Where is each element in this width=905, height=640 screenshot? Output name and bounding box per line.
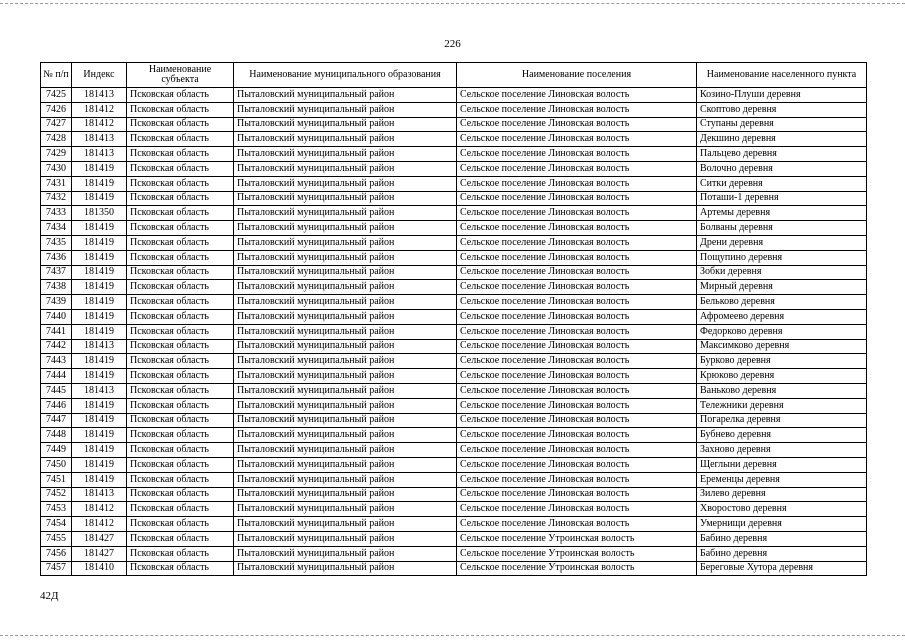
cell-index: 181419: [72, 295, 127, 310]
cell-municipality: Пыталовский муниципальный район: [234, 280, 457, 295]
cell-locality: Афромеево деревня: [697, 309, 867, 324]
cell-municipality: Пыталовский муниципальный район: [234, 176, 457, 191]
cell-municipality: Пыталовский муниципальный район: [234, 132, 457, 147]
cell-index: 181413: [72, 339, 127, 354]
table-row: [41, 206, 867, 221]
cell-locality: Болваны деревня: [697, 221, 867, 236]
cell-index: 181419: [72, 428, 127, 443]
cell-settlement: Сельское поселение Линовская волость: [457, 487, 697, 502]
cell-subject: Псковская область: [127, 147, 234, 162]
cell-locality: Мирный деревня: [697, 280, 867, 295]
table-row: [41, 88, 867, 103]
cell-number: 7454: [41, 517, 72, 532]
cell-municipality: Пыталовский муниципальный район: [234, 546, 457, 561]
cell-locality: Бабино деревня: [697, 531, 867, 546]
table-row: [41, 102, 867, 117]
cell-municipality: Пыталовский муниципальный район: [234, 88, 457, 103]
table-row: [41, 265, 867, 280]
cell-subject: Псковская область: [127, 413, 234, 428]
cell-settlement: Сельское поселение Линовская волость: [457, 457, 697, 472]
cell-settlement: Сельское поселение Линовская волость: [457, 117, 697, 132]
cell-municipality: Пыталовский муниципальный район: [234, 502, 457, 517]
table-row: [41, 132, 867, 147]
cell-locality: Хворостово деревня: [697, 502, 867, 517]
cell-index: 181419: [72, 309, 127, 324]
cell-index: 181350: [72, 206, 127, 221]
cell-settlement: Сельское поселение Линовская волость: [457, 221, 697, 236]
cell-municipality: Пыталовский муниципальный район: [234, 324, 457, 339]
table-row: [41, 191, 867, 206]
cell-index: 181419: [72, 457, 127, 472]
cell-locality: Тележники деревня: [697, 398, 867, 413]
cell-settlement: Сельское поселение Линовская волость: [457, 517, 697, 532]
table-row: [41, 176, 867, 191]
table-row: [41, 443, 867, 458]
cell-index: 181419: [72, 221, 127, 236]
cell-number: 7448: [41, 428, 72, 443]
cell-locality: Скоптово деревня: [697, 102, 867, 117]
cell-municipality: Пыталовский муниципальный район: [234, 443, 457, 458]
cell-number: 7439: [41, 295, 72, 310]
cell-municipality: Пыталовский муниципальный район: [234, 561, 457, 576]
cell-subject: Псковская область: [127, 161, 234, 176]
cell-locality: Ступаны деревня: [697, 117, 867, 132]
cell-number: 7449: [41, 443, 72, 458]
table-row: [41, 147, 867, 162]
cell-municipality: Пыталовский муниципальный район: [234, 221, 457, 236]
cell-subject: Псковская область: [127, 502, 234, 517]
cell-subject: Псковская область: [127, 517, 234, 532]
cell-number: 7441: [41, 324, 72, 339]
cell-subject: Псковская область: [127, 221, 234, 236]
cell-settlement: Сельское поселение Линовская волость: [457, 250, 697, 265]
cell-index: 181413: [72, 383, 127, 398]
cell-locality: Зилево деревня: [697, 487, 867, 502]
cell-index: 181419: [72, 413, 127, 428]
table-row: [41, 339, 867, 354]
cell-municipality: Пыталовский муниципальный район: [234, 354, 457, 369]
cell-subject: Псковская область: [127, 398, 234, 413]
cell-locality: Пальцево деревня: [697, 147, 867, 162]
cell-locality: Ваньково деревня: [697, 383, 867, 398]
cell-settlement: Сельское поселение Линовская волость: [457, 428, 697, 443]
table-row: [41, 561, 867, 576]
cell-settlement: Сельское поселение Линовская волость: [457, 280, 697, 295]
header-locality: Наименование населенного пункта: [697, 63, 867, 88]
header-row: [41, 63, 867, 88]
cell-municipality: Пыталовский муниципальный район: [234, 457, 457, 472]
cell-number: 7440: [41, 309, 72, 324]
table-row: [41, 457, 867, 472]
settlements-table: [40, 62, 867, 576]
cell-municipality: Пыталовский муниципальный район: [234, 398, 457, 413]
cell-index: 181419: [72, 369, 127, 384]
cell-locality: Декшино деревня: [697, 132, 867, 147]
cell-index: 181419: [72, 235, 127, 250]
cell-subject: Псковская область: [127, 531, 234, 546]
cell-settlement: Сельское поселение Утроинская волость: [457, 561, 697, 576]
cell-locality: Береговые Хутора деревня: [697, 561, 867, 576]
table-row: [41, 369, 867, 384]
footer-code: 42Д: [40, 590, 59, 602]
cell-index: 181419: [72, 161, 127, 176]
table-row: [41, 117, 867, 132]
table-header: [41, 63, 867, 88]
cell-number: 7455: [41, 531, 72, 546]
table-row: [41, 428, 867, 443]
cell-subject: Псковская область: [127, 383, 234, 398]
cell-municipality: Пыталовский муниципальный район: [234, 383, 457, 398]
cell-subject: Псковская область: [127, 487, 234, 502]
cell-municipality: Пыталовский муниципальный район: [234, 235, 457, 250]
cell-locality: Погарелка деревня: [697, 413, 867, 428]
cell-number: 7435: [41, 235, 72, 250]
cell-number: 7429: [41, 147, 72, 162]
cell-index: 181419: [72, 354, 127, 369]
cell-index: 181413: [72, 88, 127, 103]
cell-index: 181419: [72, 280, 127, 295]
cell-municipality: Пыталовский муниципальный район: [234, 117, 457, 132]
table-row: [41, 487, 867, 502]
cell-municipality: Пыталовский муниципальный район: [234, 265, 457, 280]
cell-locality: Бурково деревня: [697, 354, 867, 369]
header-municipality: Наименование муниципального образования: [234, 63, 457, 88]
cell-number: 7438: [41, 280, 72, 295]
cell-settlement: Сельское поселение Линовская волость: [457, 443, 697, 458]
cell-municipality: Пыталовский муниципальный район: [234, 191, 457, 206]
cell-settlement: Сельское поселение Линовская волость: [457, 191, 697, 206]
cell-number: 7450: [41, 457, 72, 472]
cell-index: 181412: [72, 117, 127, 132]
cell-index: 181419: [72, 250, 127, 265]
table-row: [41, 546, 867, 561]
cell-subject: Псковская область: [127, 117, 234, 132]
cell-number: 7436: [41, 250, 72, 265]
table-row: [41, 280, 867, 295]
cell-settlement: Сельское поселение Линовская волость: [457, 132, 697, 147]
cell-settlement: Сельское поселение Линовская волость: [457, 354, 697, 369]
cell-index: 181413: [72, 147, 127, 162]
cell-number: 7443: [41, 354, 72, 369]
table-row: [41, 161, 867, 176]
cell-subject: Псковская область: [127, 88, 234, 103]
cell-subject: Псковская область: [127, 561, 234, 576]
cell-settlement: Сельское поселение Линовская волость: [457, 235, 697, 250]
cell-number: 7431: [41, 176, 72, 191]
cell-settlement: Сельское поселение Линовская волость: [457, 176, 697, 191]
header-number: № п/п: [41, 63, 72, 88]
table-row: [41, 221, 867, 236]
cell-subject: Псковская область: [127, 295, 234, 310]
cell-locality: Бельково деревня: [697, 295, 867, 310]
page-number: 226: [444, 38, 461, 50]
cell-settlement: Сельское поселение Линовская волость: [457, 413, 697, 428]
header-settlement: Наименование поселения: [457, 63, 697, 88]
cell-number: 7453: [41, 502, 72, 517]
cell-municipality: Пыталовский муниципальный район: [234, 102, 457, 117]
cell-number: 7426: [41, 102, 72, 117]
scan-edge-bottom: [0, 635, 905, 636]
cell-subject: Псковская область: [127, 354, 234, 369]
cell-subject: Псковская область: [127, 102, 234, 117]
table-row: [41, 309, 867, 324]
header-index: Индекс: [72, 63, 127, 88]
cell-municipality: Пыталовский муниципальный район: [234, 309, 457, 324]
cell-subject: Псковская область: [127, 250, 234, 265]
cell-locality: Крюково деревня: [697, 369, 867, 384]
cell-number: 7430: [41, 161, 72, 176]
cell-settlement: Сельское поселение Линовская волость: [457, 295, 697, 310]
cell-subject: Псковская область: [127, 206, 234, 221]
cell-number: 7427: [41, 117, 72, 132]
cell-index: 181419: [72, 472, 127, 487]
cell-municipality: Пыталовский муниципальный район: [234, 250, 457, 265]
cell-number: 7442: [41, 339, 72, 354]
cell-index: 181412: [72, 502, 127, 517]
table-row: [41, 398, 867, 413]
cell-subject: Псковская область: [127, 457, 234, 472]
cell-subject: Псковская область: [127, 369, 234, 384]
cell-municipality: Пыталовский муниципальный район: [234, 428, 457, 443]
cell-settlement: Сельское поселение Линовская волость: [457, 324, 697, 339]
cell-locality: Бабино деревня: [697, 546, 867, 561]
cell-number: 7433: [41, 206, 72, 221]
cell-locality: Щеглыни деревня: [697, 457, 867, 472]
table-row: [41, 295, 867, 310]
cell-locality: Пощупино деревня: [697, 250, 867, 265]
table-row: [41, 472, 867, 487]
cell-settlement: Сельское поселение Линовская волость: [457, 369, 697, 384]
cell-number: 7451: [41, 472, 72, 487]
cell-settlement: Сельское поселение Линовская волость: [457, 265, 697, 280]
table-row: [41, 502, 867, 517]
cell-locality: Волочно деревня: [697, 161, 867, 176]
cell-locality: Артемы деревня: [697, 206, 867, 221]
cell-municipality: Пыталовский муниципальный район: [234, 517, 457, 532]
cell-settlement: Сельское поселение Линовская волость: [457, 206, 697, 221]
cell-municipality: Пыталовский муниципальный район: [234, 472, 457, 487]
cell-subject: Псковская область: [127, 265, 234, 280]
cell-locality: Ситки деревня: [697, 176, 867, 191]
scan-edge-top: [0, 3, 905, 4]
cell-settlement: Сельское поселение Утроинская волость: [457, 531, 697, 546]
cell-subject: Псковская область: [127, 324, 234, 339]
cell-subject: Псковская область: [127, 176, 234, 191]
cell-settlement: Сельское поселение Линовская волость: [457, 161, 697, 176]
table-row: [41, 531, 867, 546]
cell-settlement: Сельское поселение Линовская волость: [457, 502, 697, 517]
cell-subject: Псковская область: [127, 132, 234, 147]
table-row: [41, 413, 867, 428]
cell-locality: Поташи-1 деревня: [697, 191, 867, 206]
table-row: [41, 383, 867, 398]
header-subject: Наименование субъекта: [127, 63, 234, 88]
table-row: [41, 324, 867, 339]
cell-subject: Псковская область: [127, 472, 234, 487]
cell-subject: Псковская область: [127, 339, 234, 354]
cell-subject: Псковская область: [127, 443, 234, 458]
cell-index: 181412: [72, 102, 127, 117]
cell-municipality: Пыталовский муниципальный район: [234, 147, 457, 162]
table-body: [41, 88, 867, 576]
cell-settlement: Сельское поселение Линовская волость: [457, 339, 697, 354]
cell-number: 7452: [41, 487, 72, 502]
cell-locality: Федорково деревня: [697, 324, 867, 339]
cell-settlement: Сельское поселение Линовская волость: [457, 88, 697, 103]
cell-number: 7456: [41, 546, 72, 561]
cell-index: 181413: [72, 487, 127, 502]
cell-locality: Дрени деревня: [697, 235, 867, 250]
cell-settlement: Сельское поселение Линовская волость: [457, 309, 697, 324]
cell-subject: Псковская область: [127, 191, 234, 206]
cell-settlement: Сельское поселение Линовская волость: [457, 383, 697, 398]
cell-municipality: Пыталовский муниципальный район: [234, 161, 457, 176]
cell-settlement: Сельское поселение Линовская волость: [457, 472, 697, 487]
cell-number: 7432: [41, 191, 72, 206]
cell-number: 7457: [41, 561, 72, 576]
cell-municipality: Пыталовский муниципальный район: [234, 531, 457, 546]
table-row: [41, 517, 867, 532]
cell-subject: Псковская область: [127, 428, 234, 443]
cell-municipality: Пыталовский муниципальный район: [234, 295, 457, 310]
cell-index: 181427: [72, 531, 127, 546]
cell-subject: Псковская область: [127, 546, 234, 561]
cell-settlement: Сельское поселение Линовская волость: [457, 102, 697, 117]
table-row: [41, 250, 867, 265]
cell-index: 181412: [72, 517, 127, 532]
cell-index: 181419: [72, 191, 127, 206]
cell-municipality: Пыталовский муниципальный район: [234, 369, 457, 384]
cell-locality: Бубнево деревня: [697, 428, 867, 443]
cell-subject: Псковская область: [127, 235, 234, 250]
cell-settlement: Сельское поселение Линовская волость: [457, 398, 697, 413]
cell-locality: Максимково деревня: [697, 339, 867, 354]
cell-number: 7444: [41, 369, 72, 384]
cell-index: 181410: [72, 561, 127, 576]
cell-index: 181419: [72, 324, 127, 339]
cell-municipality: Пыталовский муниципальный район: [234, 487, 457, 502]
cell-number: 7437: [41, 265, 72, 280]
table-row: [41, 235, 867, 250]
cell-locality: Зобки деревня: [697, 265, 867, 280]
cell-number: 7434: [41, 221, 72, 236]
cell-number: 7447: [41, 413, 72, 428]
cell-locality: Захново деревня: [697, 443, 867, 458]
cell-subject: Псковская область: [127, 309, 234, 324]
cell-municipality: Пыталовский муниципальный район: [234, 413, 457, 428]
cell-index: 181427: [72, 546, 127, 561]
cell-number: 7425: [41, 88, 72, 103]
cell-index: 181419: [72, 398, 127, 413]
cell-index: 181413: [72, 132, 127, 147]
table-row: [41, 354, 867, 369]
cell-index: 181419: [72, 265, 127, 280]
cell-index: 181419: [72, 176, 127, 191]
cell-locality: Умернищи деревня: [697, 517, 867, 532]
cell-settlement: Сельское поселение Утроинская волость: [457, 546, 697, 561]
cell-number: 7446: [41, 398, 72, 413]
cell-locality: Козино-Плуши деревня: [697, 88, 867, 103]
cell-settlement: Сельское поселение Линовская волость: [457, 147, 697, 162]
cell-municipality: Пыталовский муниципальный район: [234, 339, 457, 354]
cell-locality: Еременцы деревня: [697, 472, 867, 487]
cell-number: 7445: [41, 383, 72, 398]
cell-index: 181419: [72, 443, 127, 458]
cell-number: 7428: [41, 132, 72, 147]
cell-subject: Псковская область: [127, 280, 234, 295]
cell-municipality: Пыталовский муниципальный район: [234, 206, 457, 221]
